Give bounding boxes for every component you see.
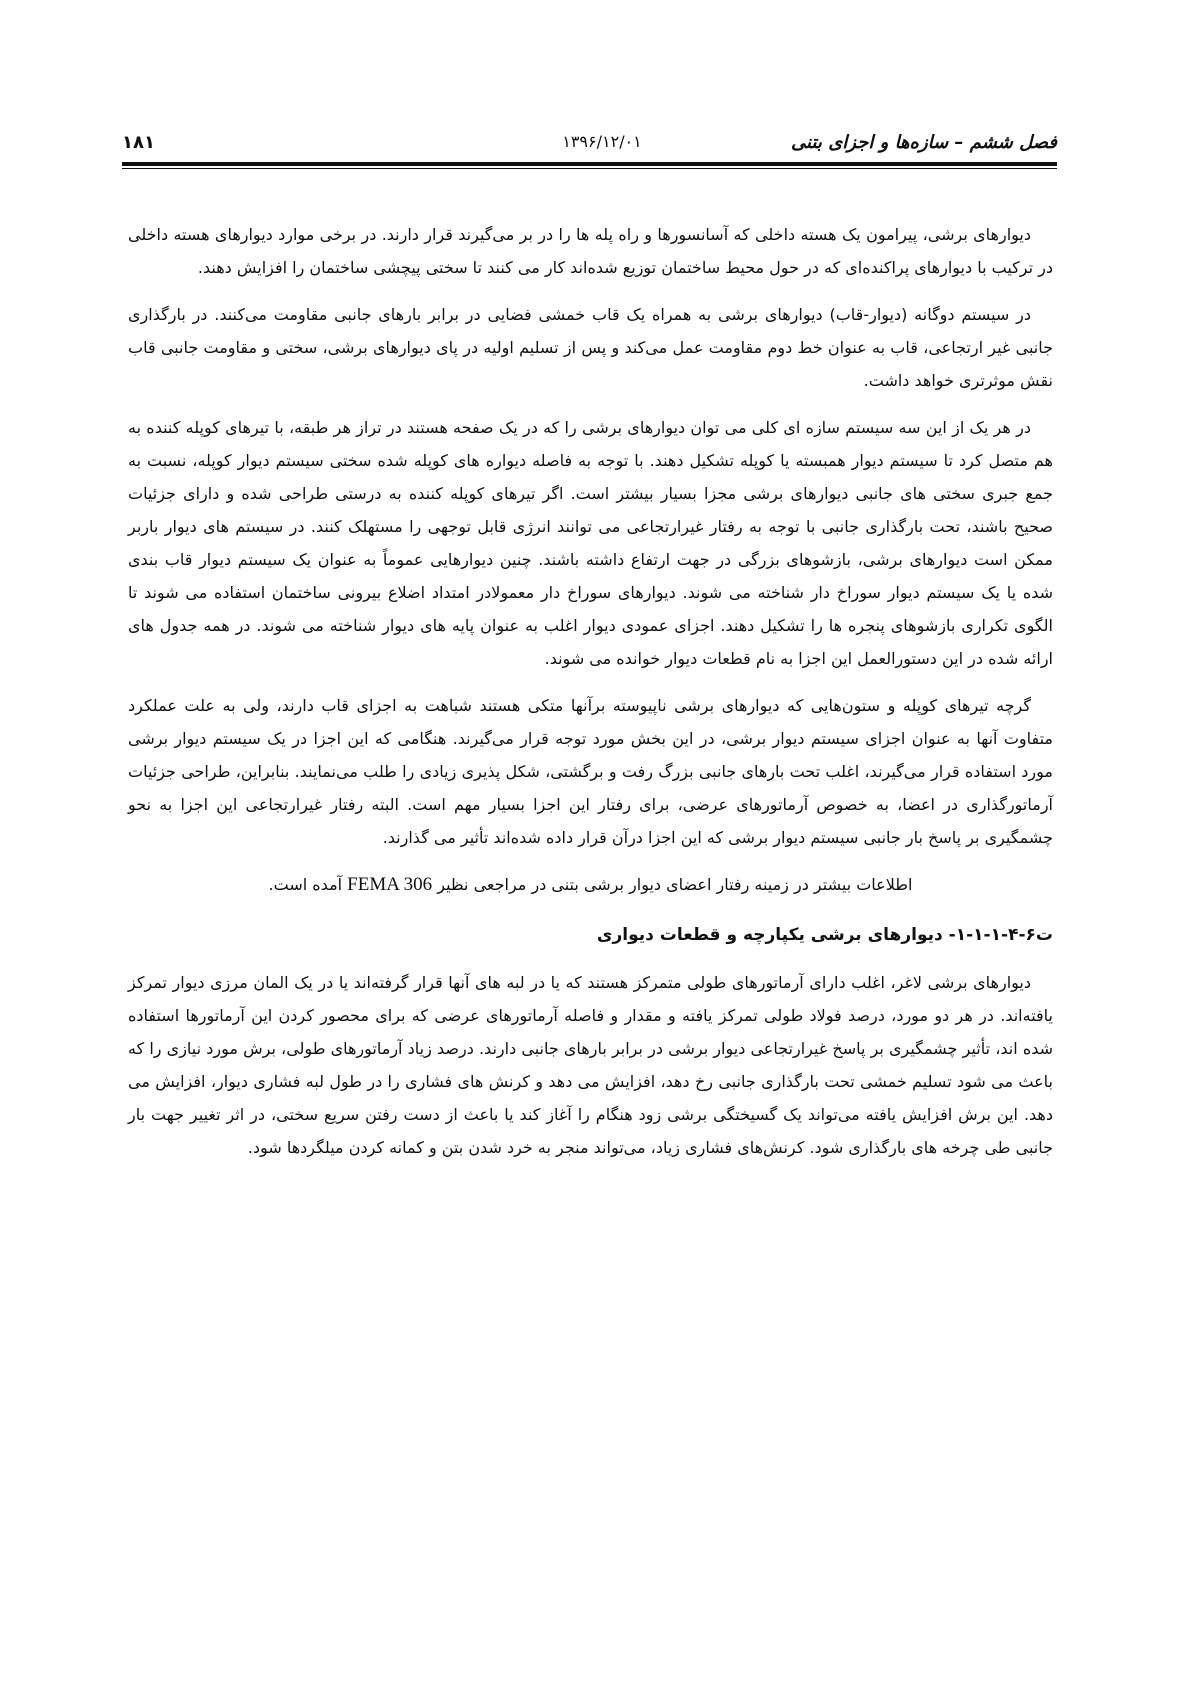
paragraph-dual-system: در سیستم دوگانه (دیوار-قاب) دیوارهای برشی به همراه یک قاب خمشی فضایی در برابر بارهای جانبی مقاومت می‌کنند. در بارگذاری جانبی غیر ارتجاعی، قاب به عنوان خط دوم مقاومت عمل می‌کند و پس از تسلیم اولیه در پای دیوارهای برشی، سختی و مقاومت جانبی قاب نقش موثرتری خواهد داشت. xyxy=(128,305,1053,390)
header-rule-thin xyxy=(122,168,1057,169)
paragraph-coupling-beams: گرچه تیرهای کوپله و ستون‌هایی که دیوارهای برشی ناپیوسته برآنها متکی هستند شباهت به اجزای قاب دارند، ولی به علت عملکرد متفاوت آنها به عنوان اجزای سیستم دیوار برشی، در این بخش مورد توجه قرار می‌گیرند. هنگامی که این اجزا در یک سیستم دیوار برشی مورد استفاده قرار می‌گیرند، اغلب تحت بارهای جانبی بزرگ رفت و برگشتی، شکل پذیری زیادی را طلب می‌نمایند. بنابراین، طراحی جزئیات آرماتورگذاری در اعضا، به خصوص آرماتورهای عرضی، برای رفتار این اجزا بسیار مهم است. البته رفتار غیرارتجاعی این اجزا به نحو چشمگیری بر پاسخ بار جانبی سیستم دیوار برشی که این اجزا درآن قرار داده شده‌اند تأثیر می گذارند. xyxy=(128,696,1053,847)
page-number: ۱۸۱ xyxy=(122,132,155,153)
paragraph-coupled-walls: در هر یک از این سه سیستم سازه ای کلی می توان دیوارهای برشی را که در یک صفحه هستند در تراز هر طبقه، با تیرهای کوپله کننده به هم متصل کرد تا سیستم دیوار همبسته یا کوپله تشکیل دهند. با توجه به فاصله دیواره های کوپله شده سختی سیستم دیوار کوپله، نسبت به جمع جبری سختی های جانبی دیوارهای برشی مجزا بسیار بیشتر است. اگر تیرهای کوپله کننده به درستی طراحی شده و دارای جزئیات صحیح باشند، تحت بارگذاری جانبی با توجه به رفتار غیرارتجاعی می توانند انرژی قابل توجهی را مستهلک کنند. در سیستم های دیوار باربر ممکن است دیوارهای برشی، بازشوهای بزرگی در جهت ارتفاع داشته باشند. چنین دیوارهایی عموماً به عنوان یک سیستم دیوار قاب بندی شده یا یک سیستم دیوار سوراخ دار شناخته می شوند. دیوارهای سوراخ دار معمولادر امتداد اضلاع بیرونی ساختمان استفاده می شوند تا الگوی تکراری بازشوهای پنجره ها را تشکیل دهند. اجزای عمودی دیوار اغلب به عنوان پایه های دیوار شناخته می شوند. در همه جدول های ارائه شده در این دستورالعمل این اجزا به نام قطعات دیوار خوانده می شوند. xyxy=(128,418,1053,668)
chapter-title: فصل ششم – سازه‌ها و اجزای بتنی xyxy=(791,132,1057,153)
fema-reference: FEMA 306 xyxy=(347,874,433,895)
header-rule-thick xyxy=(122,162,1057,166)
paragraph-slender-walls: دیوارهای برشی لاغر، اغلب دارای آرماتورهای طولی متمرکز هستند که یا در لبه های آنها قرار گرفته‌اند یا در یک المان مرزی دیوار تمرکز یافته‌اند. در هر دو مورد، درصد فولاد طولی تمرکز یافته و مقدار و فاصله آرماتورهای عرضی که برای محصور کردن این آرماتورها استفاده شده اند، تأثیر چشمگیری بر پاسخ غیرارتجاعی دیوار برشی در برابر بارهای جانبی دارند. درصد زیاد آرماتورهای طولی، برش مورد نیازی را که باعث می شود تسلیم خمشی تحت بارگذاری جانبی رخ دهد، افزایش می دهد و کرنش های فشاری را در طول لبه فشاری دیوار، افزایش می دهد. این برش افزایش یافته می‌تواند یک گسیختگی برشی زود هنگام را آغاز کند یا باعث از دست رفتن سریع سختی، در اثر تغییر جهت بار جانبی طی چرخه های بارگذاری شود. کرنش‌های فشاری زیاد، می‌تواند منجر به خرد شدن بتن و کمانه کردن میلگردها شود. xyxy=(128,973,1053,1157)
header-date: ۱۳۹۶/۱۲/۰۱ xyxy=(562,132,642,151)
reference-line xyxy=(128,868,1053,901)
body-text xyxy=(128,218,1053,1178)
reference-text-before: اطلاعات بیشتر در زمینه رفتار اعضای دیوار برشی بتنی در مراجعی نظیر xyxy=(432,875,913,894)
section-heading: ت۶-۴-۱-۱-۱- دیوارهای برشی یکپارچه و قطعات دیواری xyxy=(596,925,1053,945)
paragraph-core-walls: دیوارهای برشی، پیرامون یک هسته داخلی که آسانسورها و راه پله ها را در بر می‌گیرند قرار دارند. در برخی موارد دیوارهای هسته داخلی در ترکیب با دیوارهای پراکنده‌ای که در حول محیط ساختمان توزیع شده‌اند کار می کنند تا سختی پیچشی ساختمان را افزایش دهند. xyxy=(128,225,1053,277)
reference-text-after: آمده است. xyxy=(268,875,348,894)
